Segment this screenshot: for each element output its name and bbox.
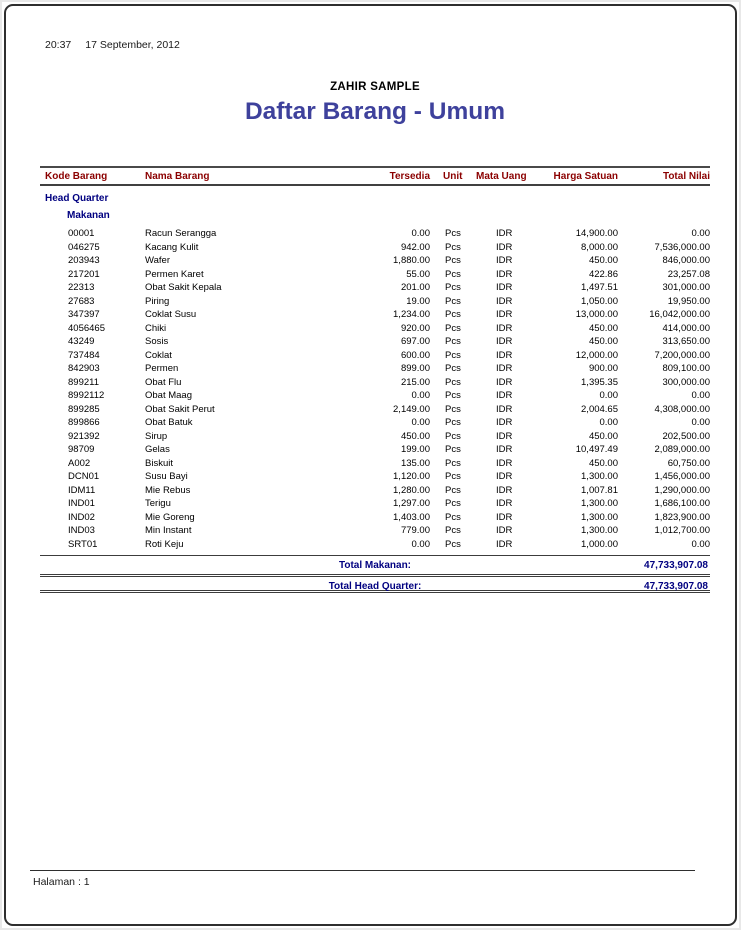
cell-harga-satuan: 1,300.00: [581, 525, 618, 537]
cell-total-nilai: 809,100.00: [662, 363, 710, 375]
cell-harga-satuan: 450.00: [588, 255, 618, 267]
cell-kode-barang: 899211: [68, 376, 99, 388]
cell-total-nilai: 0.00: [691, 228, 710, 240]
page-title: Daftar Barang - Umum: [244, 98, 505, 125]
cell-mata-uang: IDR: [496, 295, 513, 307]
cell-mata-uang: IDR: [496, 430, 513, 442]
cell-tersedia: 1,880.00: [393, 255, 430, 267]
cell-unit: Pcs: [445, 390, 461, 402]
cell-mata-uang: IDR: [496, 471, 513, 483]
cell-nama-barang: Min Instant: [145, 525, 192, 537]
cell-mata-uang: IDR: [496, 525, 513, 537]
table-row: [40, 389, 710, 403]
cell-total-nilai: 1,290,000.00: [654, 484, 710, 496]
cell-nama-barang: Wafer: [145, 255, 170, 267]
table-row: [40, 416, 710, 430]
cell-unit: Pcs: [445, 322, 461, 334]
cell-unit: Pcs: [445, 511, 461, 523]
cell-mata-uang: IDR: [496, 336, 513, 348]
cell-mata-uang: IDR: [496, 390, 513, 402]
total-makanan-label: Total Makanan:: [338, 560, 412, 571]
totals-section: [40, 555, 710, 593]
total-makanan-row: [40, 555, 710, 574]
cell-unit: Pcs: [445, 295, 461, 307]
cell-mata-uang: IDR: [496, 498, 513, 510]
cell-mata-uang: IDR: [496, 255, 513, 267]
cell-nama-barang: Roti Keju: [145, 538, 184, 550]
cell-harga-satuan: 8,000.00: [581, 241, 618, 253]
cell-nama-barang: Sirup: [145, 430, 168, 442]
cell-total-nilai: 23,257.08: [667, 268, 710, 280]
cell-nama-barang: Mie Goreng: [145, 511, 195, 523]
cell-harga-satuan: 1,300.00: [581, 471, 618, 483]
cell-tersedia: 135.00: [400, 457, 430, 469]
cell-nama-barang: Terigu: [145, 498, 171, 510]
cell-nama-barang: Chiki: [145, 322, 167, 334]
cell-unit: Pcs: [445, 471, 461, 483]
footer-divider: [30, 870, 695, 871]
cell-mata-uang: IDR: [496, 282, 513, 294]
cell-unit: Pcs: [445, 484, 461, 496]
total-head-quarter-row: [40, 574, 710, 593]
table-row: [40, 430, 710, 444]
cell-mata-uang: IDR: [496, 349, 513, 361]
cell-unit: Pcs: [445, 457, 461, 469]
table-row: [40, 470, 710, 484]
cell-harga-satuan: 900.00: [588, 363, 618, 375]
table-row: [40, 497, 710, 511]
cell-unit: Pcs: [445, 309, 461, 321]
cell-nama-barang: Permen: [145, 363, 179, 375]
cell-total-nilai: 1,686,100.00: [654, 498, 710, 510]
cell-mata-uang: IDR: [496, 457, 513, 469]
cell-kode-barang: 899285: [68, 403, 100, 415]
cell-nama-barang: Coklat Susu: [145, 309, 197, 321]
cell-total-nilai: 313,650.00: [662, 336, 710, 348]
total-head-quarter-label: Total Head Quarter:: [328, 581, 422, 592]
cell-harga-satuan: 450.00: [588, 322, 618, 334]
cell-unit: Pcs: [445, 228, 461, 240]
cell-nama-barang: Susu Bayi: [145, 471, 188, 483]
column-header-unit: Unit: [443, 170, 463, 182]
cell-kode-barang: 217201: [68, 268, 100, 280]
cell-total-nilai: 16,042,000.00: [649, 309, 710, 321]
report-date: 17 September, 2012: [85, 39, 180, 51]
cell-kode-barang: IDM11: [68, 484, 96, 496]
cell-total-nilai: 0.00: [691, 390, 710, 402]
table-row: [40, 241, 710, 255]
cell-tersedia: 19.00: [406, 295, 430, 307]
cell-kode-barang: IND03: [68, 525, 95, 537]
cell-unit: Pcs: [445, 525, 461, 537]
cell-harga-satuan: 422.86: [588, 268, 618, 280]
cell-tersedia: 201.00: [400, 282, 430, 294]
table-row: [40, 349, 710, 363]
cell-mata-uang: IDR: [496, 417, 513, 429]
cell-nama-barang: Obat Batuk: [145, 417, 193, 429]
table-row: [40, 254, 710, 268]
cell-harga-satuan: 450.00: [588, 336, 618, 348]
cell-kode-barang: SRT01: [68, 538, 98, 550]
page-number-label: Halaman : 1: [33, 876, 90, 888]
cell-harga-satuan: 1,050.00: [581, 295, 618, 307]
cell-nama-barang: Mie Rebus: [145, 484, 191, 496]
cell-tersedia: 920.00: [400, 322, 430, 334]
table-row: [40, 538, 710, 552]
cell-kode-barang: 8992112: [68, 390, 105, 402]
cell-kode-barang: 921392: [68, 430, 100, 442]
table-row: [40, 376, 710, 390]
cell-harga-satuan: 13,000.00: [575, 309, 618, 321]
cell-harga-satuan: 1,300.00: [581, 511, 618, 523]
cell-unit: Pcs: [445, 403, 461, 415]
cell-mata-uang: IDR: [496, 228, 513, 240]
cell-kode-barang: 046275: [68, 241, 100, 253]
cell-kode-barang: 899866: [68, 417, 100, 429]
cell-kode-barang: 347397: [68, 309, 100, 321]
cell-tersedia: 1,120.00: [393, 471, 430, 483]
items-table: [40, 166, 710, 593]
subgroup-heading-makanan: Makanan: [67, 210, 110, 221]
cell-nama-barang: Permen Karet: [145, 268, 204, 280]
column-header-tersedia: Tersedia: [389, 170, 430, 182]
cell-total-nilai: 1,823,900.00: [654, 511, 710, 523]
cell-total-nilai: 60,750.00: [667, 457, 710, 469]
cell-harga-satuan: 450.00: [588, 430, 618, 442]
cell-tersedia: 0.00: [411, 228, 430, 240]
column-header-mata-uang: Mata Uang: [476, 170, 527, 182]
cell-harga-satuan: 1,007.81: [581, 484, 618, 496]
cell-harga-satuan: 12,000.00: [575, 349, 618, 361]
table-row: [40, 281, 710, 295]
cell-tersedia: 942.00: [400, 241, 430, 253]
cell-mata-uang: IDR: [496, 403, 513, 415]
cell-kode-barang: 737484: [68, 349, 100, 361]
cell-total-nilai: 19,950.00: [667, 295, 710, 307]
table-row: [40, 308, 710, 322]
company-name: ZAHIR SAMPLE: [330, 81, 420, 93]
table-row: [40, 295, 710, 309]
cell-nama-barang: Sosis: [145, 336, 169, 348]
cell-kode-barang: DCN01: [68, 471, 100, 483]
cell-tersedia: 0.00: [411, 390, 430, 402]
cell-harga-satuan: 1,395.35: [581, 376, 618, 388]
cell-kode-barang: 00001: [68, 228, 95, 240]
cell-kode-barang: IND01: [68, 498, 95, 510]
table-row: [40, 268, 710, 282]
cell-harga-satuan: 10,497.49: [575, 444, 618, 456]
cell-mata-uang: IDR: [496, 444, 513, 456]
cell-kode-barang: 43249: [68, 336, 95, 348]
cell-total-nilai: 2,089,000.00: [654, 444, 710, 456]
cell-total-nilai: 1,456,000.00: [654, 471, 710, 483]
cell-unit: Pcs: [445, 444, 461, 456]
cell-unit: Pcs: [445, 268, 461, 280]
cell-unit: Pcs: [445, 430, 461, 442]
cell-total-nilai: 0.00: [691, 417, 710, 429]
cell-nama-barang: Obat Sakit Kepala: [145, 282, 222, 294]
table-row: [40, 403, 710, 417]
cell-tersedia: 697.00: [400, 336, 430, 348]
table-row: [40, 362, 710, 376]
cell-tersedia: 215.00: [400, 376, 430, 388]
cell-tersedia: 450.00: [400, 430, 430, 442]
cell-unit: Pcs: [445, 349, 461, 361]
report-time: 20:37: [45, 39, 72, 51]
cell-mata-uang: IDR: [496, 309, 513, 321]
cell-nama-barang: Biskuit: [145, 457, 173, 469]
cell-unit: Pcs: [445, 363, 461, 375]
cell-total-nilai: 414,000.00: [662, 322, 710, 334]
total-head-quarter-value: 47,733,907.08: [644, 581, 708, 592]
cell-unit: Pcs: [445, 255, 461, 267]
cell-kode-barang: A002: [68, 457, 91, 469]
column-header-total-nilai: Total Nilai: [662, 170, 710, 182]
cell-harga-satuan: 1,000.00: [581, 538, 618, 550]
cell-tersedia: 199.00: [400, 444, 430, 456]
cell-tersedia: 0.00: [411, 538, 430, 550]
table-row: [40, 484, 710, 498]
cell-total-nilai: 202,500.00: [662, 430, 710, 442]
cell-unit: Pcs: [445, 498, 461, 510]
cell-mata-uang: IDR: [496, 376, 513, 388]
cell-kode-barang: 98709: [68, 444, 95, 456]
cell-harga-satuan: 2,004.65: [581, 403, 618, 415]
cell-kode-barang: 27683: [68, 295, 95, 307]
cell-nama-barang: Obat Flu: [145, 376, 182, 388]
cell-mata-uang: IDR: [496, 511, 513, 523]
cell-unit: Pcs: [445, 376, 461, 388]
cell-tersedia: 0.00: [411, 417, 430, 429]
cell-unit: Pcs: [445, 417, 461, 429]
cell-mata-uang: IDR: [496, 363, 513, 375]
cell-harga-satuan: 14,900.00: [575, 228, 618, 240]
cell-total-nilai: 7,536,000.00: [654, 241, 710, 253]
cell-total-nilai: 300,000.00: [662, 376, 710, 388]
table-row: [40, 524, 710, 538]
column-header-kode-barang: Kode Barang: [45, 170, 108, 182]
cell-total-nilai: 1,012,700.00: [654, 525, 710, 537]
cell-nama-barang: Coklat: [145, 349, 172, 361]
cell-unit: Pcs: [445, 336, 461, 348]
cell-mata-uang: IDR: [496, 538, 513, 550]
cell-mata-uang: IDR: [496, 268, 513, 280]
cell-harga-satuan: 1,497.51: [581, 282, 618, 294]
total-makanan-value: 47,733,907.08: [644, 560, 708, 571]
cell-tersedia: 779.00: [400, 525, 430, 537]
group-heading-head-quarter: Head Quarter: [45, 193, 109, 204]
cell-nama-barang: Kacang Kulit: [145, 241, 199, 253]
cell-tersedia: 600.00: [400, 349, 430, 361]
cell-tersedia: 2,149.00: [393, 403, 430, 415]
report-timestamp: [45, 39, 180, 51]
cell-kode-barang: 22313: [68, 282, 95, 294]
cell-kode-barang: 4056465: [68, 322, 105, 334]
table-row: [40, 227, 710, 241]
cell-mata-uang: IDR: [496, 322, 513, 334]
cell-harga-satuan: 0.00: [599, 390, 618, 402]
cell-total-nilai: 4,308,000.00: [654, 403, 710, 415]
cell-total-nilai: 846,000.00: [662, 255, 710, 267]
table-row: [40, 457, 710, 471]
cell-harga-satuan: 0.00: [599, 417, 618, 429]
cell-nama-barang: Obat Sakit Perut: [145, 403, 215, 415]
table-body: [40, 227, 710, 551]
table-header-row: [40, 166, 710, 186]
cell-unit: Pcs: [445, 538, 461, 550]
cell-kode-barang: IND02: [68, 511, 95, 523]
cell-tersedia: 1,280.00: [393, 484, 430, 496]
cell-nama-barang: Racun Serangga: [145, 228, 217, 240]
cell-nama-barang: Piring: [145, 295, 170, 307]
cell-tersedia: 1,403.00: [393, 511, 430, 523]
cell-total-nilai: 7,200,000.00: [654, 349, 710, 361]
cell-harga-satuan: 450.00: [588, 457, 618, 469]
column-header-nama-barang: Nama Barang: [145, 170, 210, 182]
table-row: [40, 443, 710, 457]
column-header-harga-satuan: Harga Satuan: [553, 170, 618, 182]
cell-mata-uang: IDR: [496, 241, 513, 253]
table-row: [40, 322, 710, 336]
cell-unit: Pcs: [445, 282, 461, 294]
cell-total-nilai: 0.00: [691, 538, 710, 550]
table-row: [40, 511, 710, 525]
cell-nama-barang: Gelas: [145, 444, 170, 456]
cell-tersedia: 899.00: [400, 363, 430, 375]
cell-tersedia: 1,297.00: [393, 498, 430, 510]
cell-kode-barang: 203943: [68, 255, 100, 267]
cell-mata-uang: IDR: [496, 484, 513, 496]
cell-nama-barang: Obat Maag: [145, 390, 192, 402]
cell-tersedia: 55.00: [406, 268, 430, 280]
cell-unit: Pcs: [445, 241, 461, 253]
cell-harga-satuan: 1,300.00: [581, 498, 618, 510]
cell-total-nilai: 301,000.00: [662, 282, 710, 294]
cell-kode-barang: 842903: [68, 363, 100, 375]
cell-tersedia: 1,234.00: [393, 309, 430, 321]
table-row: [40, 335, 710, 349]
